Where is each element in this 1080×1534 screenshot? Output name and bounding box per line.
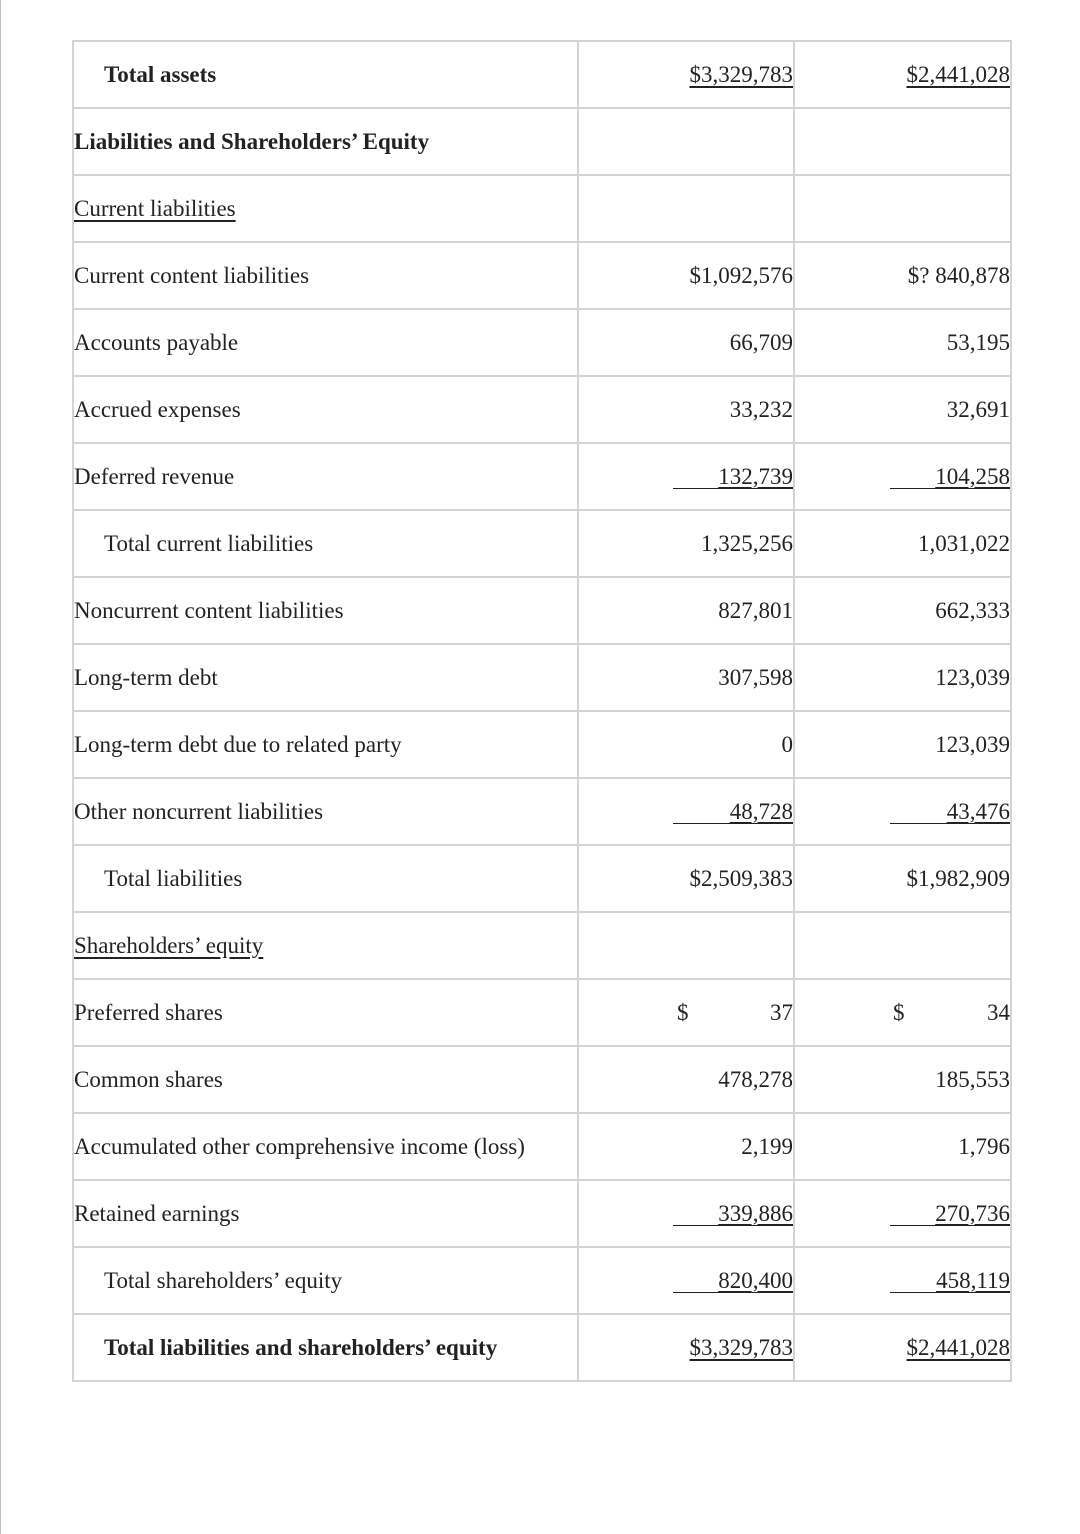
row-label: Retained earnings [73, 1180, 578, 1247]
row-label: Long-term debt [73, 644, 578, 711]
value-current-year: 1,325,256 [701, 530, 793, 556]
row-label: Accounts payable [73, 309, 578, 376]
table-row [73, 1314, 1011, 1381]
currency-symbol: $ [677, 999, 689, 1025]
table-row [73, 1046, 1011, 1113]
value-current-year: 827,801 [718, 597, 793, 623]
table-row [73, 242, 1011, 309]
value-prior-year: $2,441,028 [906, 1334, 1010, 1360]
row-label: Total liabilities and shareholders’ equity [73, 1314, 578, 1381]
table-row [73, 510, 1011, 577]
table-row [73, 644, 1011, 711]
value-prior-year: $? 840,878 [907, 262, 1010, 288]
value-current-year: 48,728 [673, 801, 793, 824]
table-row [73, 577, 1011, 644]
value-prior-year: 123,039 [935, 731, 1010, 757]
table-row [73, 108, 1011, 175]
currency-symbol: $ [893, 999, 905, 1025]
page-left-border [0, 0, 1, 1534]
row-label: Total assets [73, 41, 578, 108]
value-current-year: 66,709 [729, 329, 793, 355]
subsection-heading: Shareholders’ equity [74, 932, 264, 958]
row-label: Current content liabilities [73, 242, 578, 309]
value-prior-year: 123,039 [935, 664, 1010, 690]
value-prior-year: 662,333 [935, 597, 1010, 623]
value-current-year: 339,886 [673, 1203, 793, 1226]
row-label: Common shares [73, 1046, 578, 1113]
value-current-year: 820,400 [673, 1270, 793, 1293]
table-row [73, 443, 1011, 510]
table-row [73, 1113, 1011, 1180]
value-prior-year: 270,736 [890, 1203, 1010, 1226]
row-label: Long-term debt due to related party [73, 711, 578, 778]
value-prior-year: 185,553 [935, 1066, 1010, 1092]
value-prior-year: 53,195 [946, 329, 1010, 355]
table-row [73, 41, 1011, 108]
table-row [73, 979, 1011, 1046]
value-prior-year: 104,258 [890, 466, 1010, 489]
value-prior-year: $2,441,028 [906, 61, 1010, 87]
row-label: Total current liabilities [73, 510, 578, 577]
value-prior-year: 32,691 [946, 396, 1010, 422]
row-label: Noncurrent content liabilities [73, 577, 578, 644]
value-current-year: 132,739 [673, 466, 793, 489]
subsection-heading: Current liabilities [74, 195, 236, 221]
value-current-year: 33,232 [729, 396, 793, 422]
value-current-year: $3,329,783 [689, 61, 793, 87]
table-row [73, 309, 1011, 376]
row-label: Deferred revenue [73, 443, 578, 510]
row-label: Total liabilities [73, 845, 578, 912]
section-heading: Liabilities and Shareholders’ Equity [73, 108, 578, 175]
value-current-year: $1,092,576 [689, 262, 793, 288]
table-row [73, 778, 1011, 845]
row-label: Other noncurrent liabilities [73, 778, 578, 845]
table-row [73, 845, 1011, 912]
table-row [73, 912, 1011, 979]
table-row [73, 1180, 1011, 1247]
value-prior-year: 1,031,022 [918, 530, 1010, 556]
value-prior-year: $1,982,909 [906, 865, 1010, 891]
table-row [73, 1247, 1011, 1314]
table-row [73, 376, 1011, 443]
table-row [73, 175, 1011, 242]
value-current-year: 307,598 [718, 664, 793, 690]
value-current-year: 37 [770, 999, 793, 1025]
row-label: Total shareholders’ equity [73, 1247, 578, 1314]
value-prior-year: 34 [987, 999, 1010, 1025]
value-current-year: 0 [781, 731, 793, 757]
table-row [73, 711, 1011, 778]
row-label: Accumulated other comprehensive income (loss) [73, 1113, 578, 1180]
row-label: Accrued expenses [73, 376, 578, 443]
value-current-year: $3,329,783 [689, 1334, 793, 1360]
row-label: Preferred shares [73, 979, 578, 1046]
value-current-year: 478,278 [718, 1066, 793, 1092]
value-prior-year: 458,119 [890, 1270, 1010, 1293]
value-prior-year: 1,796 [958, 1133, 1010, 1159]
value-prior-year: 43,476 [890, 801, 1010, 824]
balance-sheet-table [72, 40, 1012, 1382]
value-current-year: 2,199 [741, 1133, 793, 1159]
value-current-year: $2,509,383 [689, 865, 793, 891]
